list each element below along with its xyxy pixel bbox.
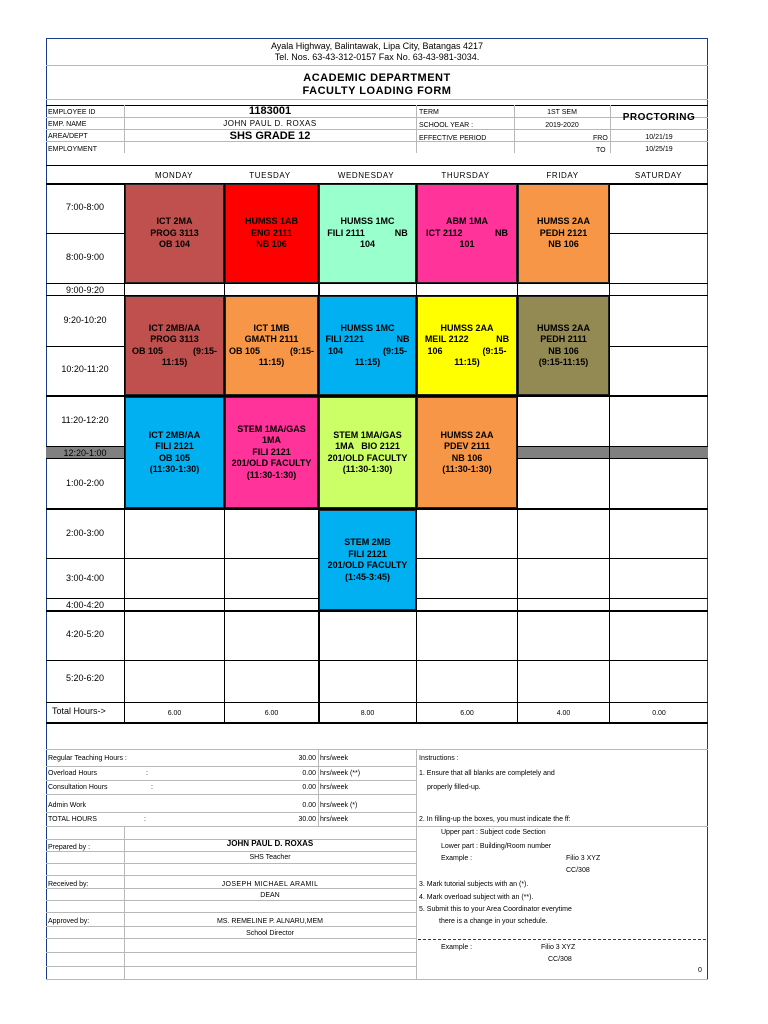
class-line: 11:15): [161, 357, 188, 367]
class-line: PEDH 2111: [540, 334, 587, 344]
class-line: ICT 2MB/AA: [148, 429, 201, 440]
time-slot: 4:00-4:20: [65, 600, 105, 610]
form-title: FACULTY LOADING FORM: [302, 85, 452, 97]
emp-name-label: EMP. NAME: [48, 121, 87, 128]
day-thursday: THURSDAY: [441, 171, 490, 180]
overload-hours-label: Overload Hours: [48, 770, 98, 777]
class-line: PEDH 2121: [539, 227, 588, 238]
employee-id-value: 1183001: [248, 105, 292, 117]
class-line: ENG 2111: [250, 227, 293, 238]
class-block-friday-1[interactable]: [518, 184, 609, 283]
class-line: NB 106: [256, 239, 287, 250]
class-line: NB 106: [548, 345, 579, 356]
class-block-monday-2[interactable]: [125, 296, 224, 395]
class-line: 104 (9:15-: [327, 345, 408, 356]
total-hours-tuesday: 6.00: [264, 710, 279, 717]
day-tuesday: TUESDAY: [249, 171, 291, 180]
class-line: ICT 2MA: [156, 216, 193, 227]
instruction-line: Lower part : Building/Room number: [441, 843, 552, 850]
class-line: STEM 1MA/GAS: [333, 429, 402, 440]
time-slot: 10:20-11:20: [61, 364, 109, 374]
employment-label: EMPLOYMENT: [48, 146, 98, 153]
class-line: FILI 2121: [155, 441, 194, 451]
time-slot: 3:00-4:00: [65, 573, 105, 583]
class-block-thursday-3[interactable]: [417, 397, 517, 508]
to-date: 10/25/19: [645, 146, 673, 153]
class-line: FILI 2111 NB: [327, 227, 408, 238]
day-saturday: SATURDAY: [634, 171, 683, 180]
total-hours-summary-colon: :: [144, 816, 146, 823]
class-line: (9:15-11:15): [538, 357, 589, 367]
consultation-hours-colon: :: [151, 784, 153, 791]
time-slot: 9:00-9:20: [65, 285, 105, 295]
from-label: FRO: [593, 135, 608, 142]
employee-id-label: EMPLOYEE ID: [48, 109, 96, 116]
approved-by-name: MS. REMELINE P. ALNARU,MEM: [216, 918, 324, 925]
time-slot: 12:20-1:00: [63, 448, 107, 458]
class-line: FILI 2121: [252, 446, 291, 457]
admin-work-unit: hrs/week (*): [320, 802, 358, 809]
class-line: HUMSS 1MC: [340, 322, 395, 333]
total-hours-summary-label: TOTAL HOURS: [48, 816, 97, 823]
regular-hours-unit: hrs/week: [320, 755, 349, 762]
instruction-example-label: Example :: [441, 944, 473, 951]
class-line: FILI 2121 NB: [325, 334, 410, 344]
instruction-line: Upper part : Subject code Section: [441, 829, 546, 836]
school-contact: Tel. Nos. 63-43-312-0157 Fax No. 63-43-981-3034.: [274, 52, 480, 62]
total-hours-summary-unit: hrs/week: [320, 816, 349, 823]
class-line: STEM 1MA/GAS: [237, 423, 306, 434]
school-year-label: SCHOOL YEAR :: [419, 122, 474, 129]
class-line: HUMSS 2AA: [440, 429, 494, 440]
from-date: 10/21/19: [645, 134, 673, 141]
class-block-wednesday-2[interactable]: [319, 296, 416, 395]
class-line: OB 104: [158, 239, 191, 250]
school-year-value: 2019-2020: [545, 122, 579, 129]
time-slot: 8:00-9:00: [65, 252, 105, 262]
class-line: HUMSS 1AB: [244, 216, 298, 227]
emp-name-value: JOHN PAUL D. ROXAS: [223, 119, 317, 128]
approved-by-title: School Director: [246, 930, 294, 937]
class-block-monday-3[interactable]: [125, 397, 224, 508]
class-line: HUMSS 1MC: [340, 216, 395, 227]
regular-hours-label: Regular Teaching Hours :: [48, 755, 127, 762]
faculty-loading-form: [46, 38, 708, 980]
overload-hours-colon: :: [146, 770, 148, 777]
time-slot: 1:00-2:00: [65, 478, 105, 488]
class-line: (11:30-1:30): [442, 464, 492, 474]
total-hours-thursday: 6.00: [460, 710, 474, 717]
total-hours-label: Total Hours->: [52, 706, 106, 716]
instruction-line: 3. Mark tutorial subjects with an (*).: [419, 881, 529, 888]
instructions-title: Instructions :: [419, 755, 459, 762]
class-line: 1MA: [261, 435, 281, 446]
class-line: (11:30-1:30): [246, 469, 297, 480]
school-address: Ayala Highway, Balintawak, Lipa City, Batangas 4217: [270, 41, 484, 51]
class-block-friday-2[interactable]: [518, 296, 609, 395]
class-line: NB 106: [451, 452, 483, 463]
class-block-tuesday-3[interactable]: [225, 397, 318, 508]
time-slot: 9:20-10:20: [63, 315, 107, 325]
class-line: OB 105: [158, 452, 191, 463]
total-hours-friday: 4.00: [556, 710, 571, 717]
time-slot: 2:00-3:00: [65, 528, 105, 538]
class-line: 11:15): [454, 357, 480, 367]
class-block-wednesday-3[interactable]: [319, 397, 416, 508]
class-line: ICT 2MB/AA: [148, 322, 201, 333]
day-friday: FRIDAY: [546, 171, 579, 180]
instruction-line: 4. Mark overload subject with an (**).: [419, 894, 534, 901]
area-dept-value: SHS GRADE 12: [229, 130, 311, 142]
class-line: (1:45-3:45): [344, 571, 391, 582]
instruction-line: there is a change in your schedule.: [439, 918, 548, 925]
class-line: (11:30-1:30): [342, 464, 393, 474]
effective-period-label: EFFECTIVE PERIOD: [419, 135, 487, 142]
term-label: TERM: [419, 109, 439, 116]
consultation-hours-label: Consultation Hours: [48, 784, 108, 791]
class-line: PROG 3113: [150, 227, 199, 238]
class-block-monday-1[interactable]: [125, 184, 224, 283]
prepared-by-title: SHS Teacher: [249, 854, 291, 861]
received-by-label: Received by:: [48, 881, 89, 888]
class-line: 101: [459, 239, 475, 250]
class-line: (11:30-1:30): [149, 464, 200, 474]
received-by-title: DEAN: [260, 892, 280, 899]
corner-zero: 0: [698, 967, 702, 974]
approved-by-label: Approved by:: [48, 918, 90, 925]
term-value: 1ST SEM: [547, 109, 577, 116]
class-line: MEIL 2122 NB: [424, 334, 510, 344]
overload-hours-unit: hrs/week (**): [320, 770, 361, 777]
class-block-wednesday-1[interactable]: [319, 184, 416, 283]
instruction-example-value: CC/308: [548, 956, 572, 963]
consultation-hours-unit: hrs/week: [320, 784, 349, 791]
time-slot: 11:20-12:20: [61, 415, 109, 425]
class-block-tuesday-2[interactable]: [225, 296, 318, 395]
class-line: 201/OLD FACULTY: [327, 452, 408, 463]
class-block-wednesday-4[interactable]: [319, 510, 416, 610]
class-line: 104: [359, 239, 376, 250]
class-line: OB 105 (9:15-: [228, 345, 315, 356]
class-block-tuesday-1[interactable]: [225, 184, 318, 283]
admin-work-label: Admin Work: [48, 802, 86, 809]
class-line: NB 106: [548, 239, 579, 250]
class-line: ICT 1MB: [253, 322, 290, 333]
prepared-by-name: JOHN PAUL D. ROXAS: [226, 839, 314, 848]
instruction-example-value: Filio 3 XYZ: [541, 944, 576, 951]
day-monday: MONDAY: [154, 171, 194, 180]
proctoring-label: PROCTORING: [622, 112, 696, 123]
instruction-line: properly filled-up.: [427, 784, 481, 791]
time-slot: 5:20-6:20: [65, 673, 105, 683]
class-line: PROG 3113: [150, 334, 199, 344]
instruction-line: 1. Ensure that all blanks are completely and: [419, 770, 555, 777]
class-line: ABM 1MA: [446, 216, 488, 227]
class-line: 11:15): [258, 357, 285, 367]
class-block-thursday-1[interactable]: [417, 184, 517, 283]
time-slot: 7:00-8:00: [65, 202, 105, 212]
class-line: 1MA BIO 2121: [335, 441, 400, 451]
instruction-line: 2. In filling-up the boxes, you must indicate the ff:: [419, 816, 571, 823]
class-line: HUMSS 2AA: [440, 322, 494, 333]
total-hours-monday: 6.00: [167, 710, 182, 717]
class-line: HUMSS 2AA: [536, 322, 590, 333]
area-dept-label: AREA/DEPT: [48, 133, 88, 140]
class-line: ICT 2112 NB: [425, 227, 509, 238]
class-line: 201/OLD FACULTY: [231, 458, 312, 469]
instruction-line: 5. Submit this to your Area Coordinator everytime: [419, 906, 572, 913]
regular-hours-value: 30.00: [298, 755, 316, 762]
class-line: HUMSS 2AA: [536, 216, 590, 227]
instruction-example-value: CC/308: [566, 867, 590, 874]
received-by-name: JOSEPH MICHAEL ARAMIL: [221, 881, 319, 888]
overload-hours-value: 0.00: [302, 770, 316, 777]
class-line: 201/OLD FACULTY: [327, 560, 408, 570]
total-hours-saturday: 0.00: [652, 710, 666, 717]
admin-work-value: 0.00: [302, 802, 316, 809]
class-line: OB 105 (9:15-: [131, 345, 218, 356]
class-block-thursday-2[interactable]: [417, 296, 517, 395]
department-title: ACADEMIC DEPARTMENT: [303, 72, 451, 84]
instruction-example-value: Filio 3 XYZ: [566, 855, 601, 862]
class-line: STEM 2MB: [344, 537, 391, 547]
time-slot: 4:20-5:20: [65, 629, 105, 639]
consultation-hours-value: 0.00: [302, 784, 316, 791]
class-line: GMATH 2111: [244, 334, 299, 344]
to-label: TO: [596, 147, 606, 154]
total-hours-summary-value: 30.00: [298, 816, 316, 823]
class-line: 11:15): [354, 357, 381, 367]
class-line: PDEV 2111: [443, 441, 491, 451]
day-wednesday: WEDNESDAY: [337, 171, 395, 180]
class-line: 106 (9:15-: [427, 345, 507, 356]
total-hours-wednesday: 8.00: [360, 710, 375, 717]
prepared-by-label: Prepared by :: [48, 844, 91, 851]
class-line: FILI 2121: [348, 548, 387, 559]
instruction-example-label: Example :: [441, 855, 473, 862]
